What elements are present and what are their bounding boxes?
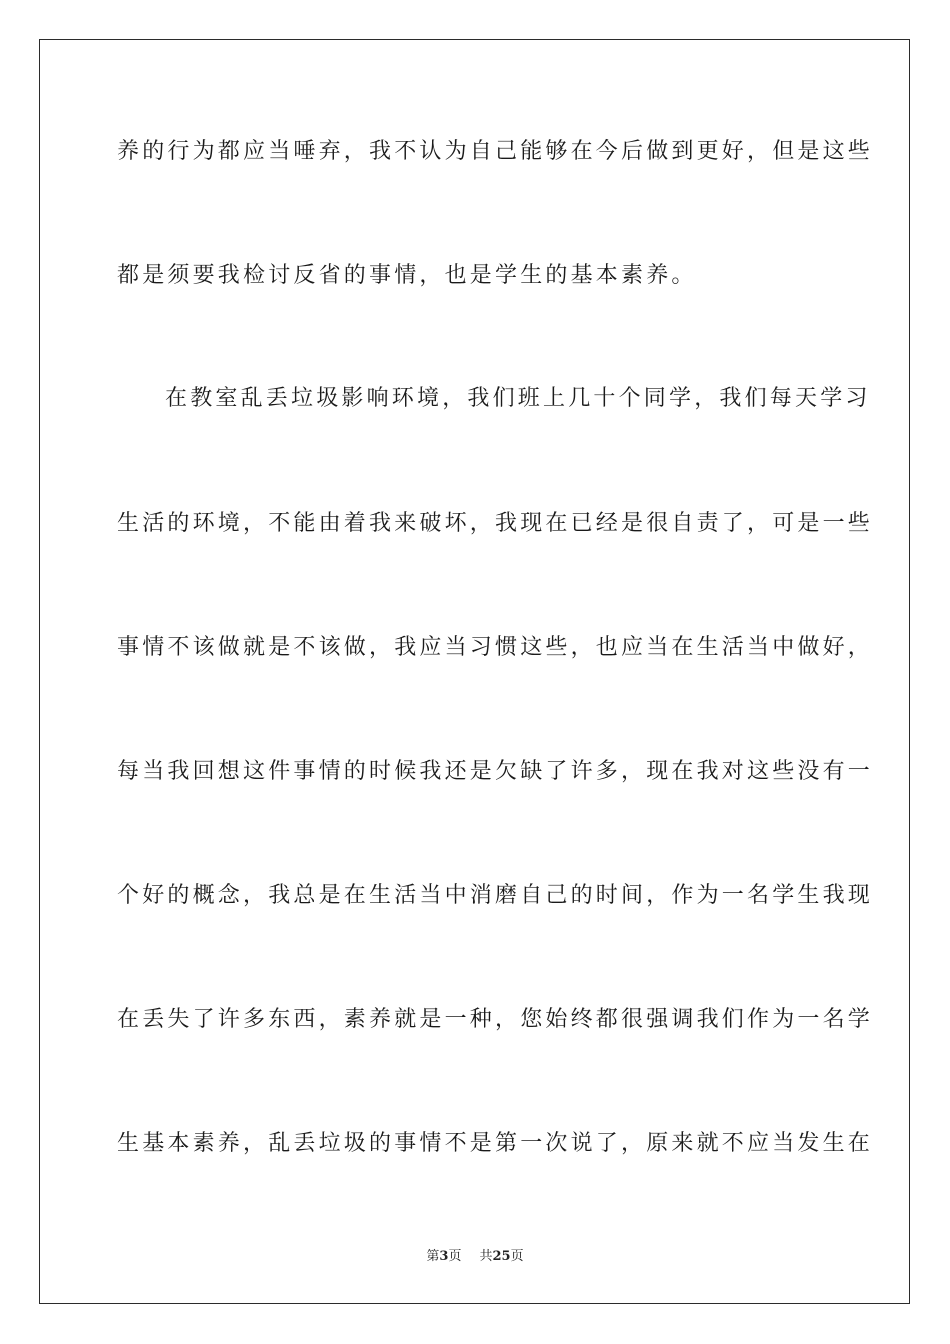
body-text-line-9: 生基本素养，乱丢垃圾的事情不是第一次说了，原来就不应当发生在 (117, 1131, 874, 1156)
body-text-line-1: 养的行为都应当唾弃，我不认为自己能够在今后做到更好，但是这些 (117, 139, 874, 164)
total-pages: 25 (492, 1249, 511, 1264)
body-text-line-2: 都是须要我检讨反省的事情，也是学生的基本素养。 (117, 263, 697, 288)
body-text-line-6: 每当我回想这件事情的时候我还是欠缺了许多，现在我对这些没有一 (117, 759, 874, 784)
body-text-line-4: 生活的环境，不能由着我来破坏，我现在已经是很自责了，可是一些 (117, 511, 874, 536)
page-number: 3 (439, 1249, 449, 1264)
page-border (39, 39, 910, 1304)
page-suffix: 页 (448, 1249, 462, 1264)
body-text-line-3: 在教室乱丢垃圾影响环境，我们班上几十个同学，我们每天学习 (165, 386, 871, 411)
body-text-line-5: 事情不该做就是不该做，我应当习惯这些，也应当在生活当中做好， (117, 635, 874, 660)
body-text-line-8: 在丢失了许多东西，素养就是一种，您始终都很强调我们作为一名学 (117, 1007, 874, 1032)
body-text-line-7: 个好的概念，我总是在生活当中消磨自己的时间，作为一名学生我现 (117, 883, 874, 908)
total-suffix: 页 (510, 1249, 524, 1264)
page-prefix: 第 (426, 1249, 440, 1264)
total-prefix: 共 (479, 1249, 493, 1264)
page-footer (0, 1248, 950, 1266)
